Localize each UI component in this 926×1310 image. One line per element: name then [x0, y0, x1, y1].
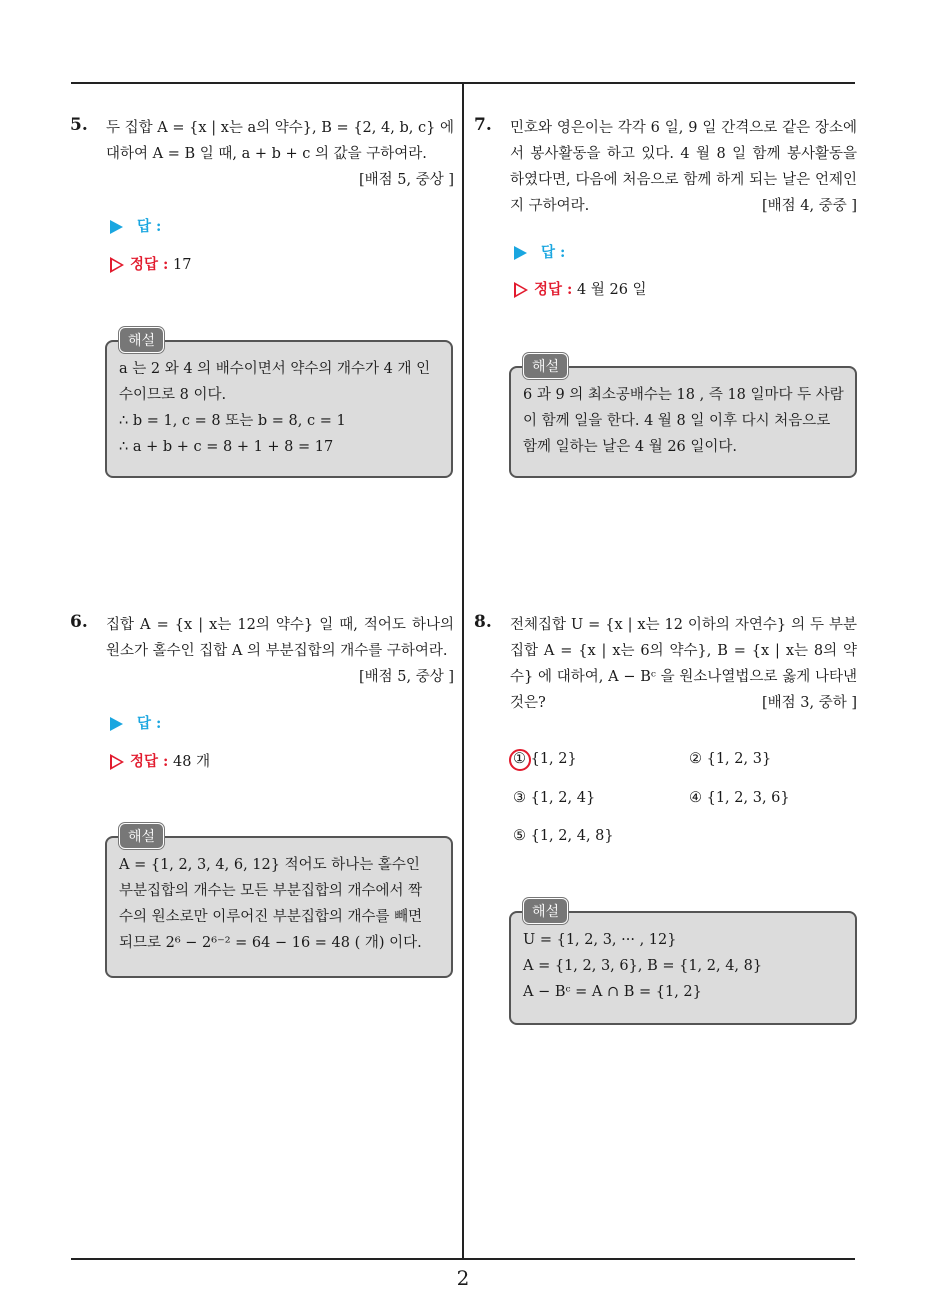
problem-7 — [474, 115, 857, 219]
problem-stem: 민호와 영은이는 각각 6 일, 9 일 간격으로 같은 장소에서 봉사활동을 하고 있다. 4 월 8 일 함께 봉사활동을 하였다면, 다음에 처음으로 함께 하게 되는 날은 언제인지 구하여라. — [510, 120, 857, 214]
outline-triangle-icon — [514, 282, 528, 298]
answer-line-7: 답 : — [514, 241, 565, 262]
choice-4[interactable]: ④ {1, 2, 3, 6} — [689, 790, 790, 806]
problem-score: [배점 5, 중상 ] — [358, 172, 454, 188]
problem-6 — [70, 612, 454, 690]
problem-number: 6. — [70, 612, 88, 632]
column-divider — [462, 82, 464, 1259]
problem-number: 5. — [70, 115, 88, 135]
answer-line-5: 답 : — [110, 215, 161, 236]
problem-stem: 전체집합 U = {x | x는 12 이하의 자연수} 의 두 부분집합 A = {x | x는 6의 약수}, B = {x | x는 8의 약수} 에 대하여, A − Bᶜ 을 원소나열법으로 옳게 나타낸 것은? — [510, 617, 857, 711]
choice-5[interactable]: ⑤ {1, 2, 4, 8} — [513, 828, 614, 844]
problem-5 — [70, 115, 454, 193]
problem-score: [배점 5, 중상 ] — [358, 669, 454, 685]
choice-3[interactable]: ③ {1, 2, 4} — [513, 790, 596, 806]
correct-answer-6: 정답 : 48 개 — [110, 750, 210, 771]
answer-line-6: 답 : — [110, 712, 161, 733]
correct-value: 48 개 — [173, 754, 211, 770]
problem-number: 7. — [474, 115, 492, 135]
play-icon — [110, 717, 123, 731]
bottom-rule — [71, 1258, 855, 1260]
correct-answer-7: 정답 : 4 월 26 일 — [514, 278, 647, 299]
problem-8 — [474, 612, 857, 716]
explanation-box-7: 6 과 9 의 최소공배수는 18 , 즉 18 일마다 두 사람 이 함께 일을 한다. 4 월 8 일 이후 다시 처음으로 함께 일하는 날은 4 월 26 일이다. — [509, 366, 857, 478]
problem-stem: 두 집합 A = {x | x는 a의 약수}, B = {2, 4, b, c} 에 대하여 A = B 일 때, a + b + c 의 값을 구하여라. — [106, 120, 454, 162]
explanation-tag: 해설 — [523, 353, 568, 379]
explanation-box-8: U = {1, 2, 3, ··· , 12} A = {1, 2, 3, 6}, B = {1, 2, 4, 8} A − Bᶜ = A ∩ B = {1, 2} — [509, 911, 857, 1025]
correct-value: 17 — [173, 257, 192, 273]
choice-1[interactable]: ① {1, 2} — [513, 751, 577, 767]
correct-value: 4 월 26 일 — [577, 282, 647, 298]
explanation-tag: 해설 — [119, 823, 164, 849]
explanation-tag: 해설 — [523, 898, 568, 924]
correct-answer-5: 정답 : 17 — [110, 253, 191, 274]
page-number: 2 — [456, 1266, 470, 1290]
outline-triangle-icon — [110, 754, 124, 770]
play-icon — [514, 246, 527, 260]
play-icon — [110, 220, 123, 234]
problem-stem: 집합 A = {x | x는 12의 약수} 일 때, 적어도 하나의 원소가 홀수인 집합 A 의 부분집합의 개수를 구하여라. — [106, 617, 454, 659]
choice-2[interactable]: ② {1, 2, 3} — [689, 751, 772, 767]
problem-number: 8. — [474, 612, 492, 632]
explanation-box-6: A = {1, 2, 3, 4, 6, 12} 적어도 하나는 홀수인 부분집합의 개수는 모든 부분집합의 개수에서 짝 수의 원소로만 이루어진 부분집합의 개수를 빼면 되므로 2⁶ − 2⁶⁻² = 64 − 16 = 48 ( 개) 이다. — [105, 836, 453, 978]
problem-score: [배점 4, 중중 ] — [761, 198, 857, 214]
outline-triangle-icon — [110, 257, 124, 273]
problem-score: [배점 3, 중하 ] — [761, 695, 857, 711]
explanation-tag: 해설 — [119, 327, 164, 353]
explanation-box-5: a 는 2 와 4 의 배수이면서 약수의 개수가 4 개 인 수이므로 8 이다. ∴ b = 1, c = 8 또는 b = 8, c = 1 ∴ a + b + c = 8 + 1 + 8 = 17 — [105, 340, 453, 478]
